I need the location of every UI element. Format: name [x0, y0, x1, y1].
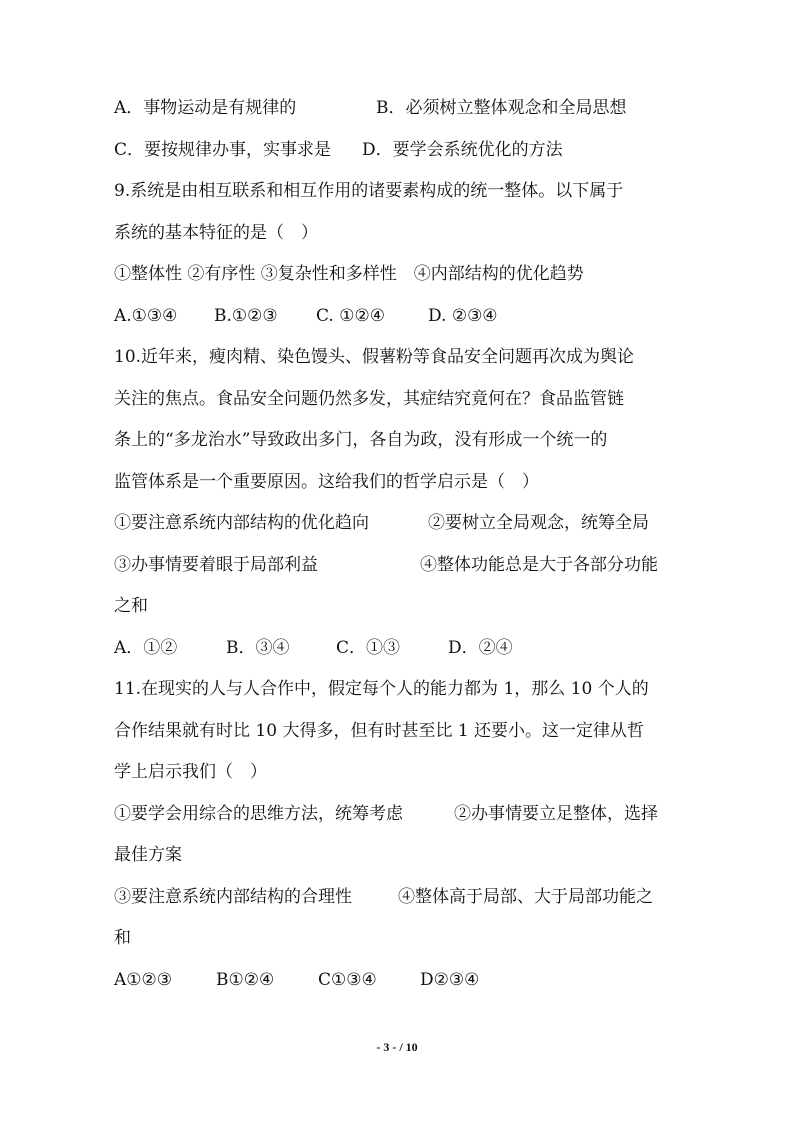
q11-stem-line-3: 学上启示我们（ ）: [114, 762, 267, 782]
q9-option-b: B.①②③: [214, 305, 278, 326]
q11-item-2: ②办事情要立足整体，选择: [454, 803, 658, 824]
q11-item-1: ①要学会用综合的思维方法，统筹考虑: [114, 803, 403, 824]
q9-option-c: C. ①②④: [316, 305, 385, 326]
q10-options: [114, 638, 704, 658]
q11-option-c: C①③④: [318, 969, 377, 990]
q11-item-4: ④整体高于局部、大于局部功能之: [398, 886, 653, 907]
q11-item-4-continued: 和: [114, 928, 131, 948]
q10-option-a: A．①②: [114, 637, 178, 658]
q9-items: ①整体性 ②有序性 ③复杂性和多样性 ④内部结构的优化趋势: [114, 264, 584, 284]
document-body: [114, 98, 704, 1011]
q11-stem-line-2: 合作结果就有时比 10 大得多，但有时甚至比 1 还要小。这一定律从哲: [114, 720, 645, 741]
q8-options-row-1: [114, 98, 704, 118]
q8-option-d: D．要学会系统优化的方法: [362, 139, 563, 160]
q10-stem-line-2: 关注的焦点。食品安全问题仍然多发，其症结究竟何在？食品监管链: [114, 388, 624, 409]
q8-options-row-2: [114, 140, 704, 160]
q10-stem-line-4: 监管体系是一个重要原因。这给我们的哲学启示是（ ）: [114, 471, 539, 492]
page-number: - 3 - / 10: [376, 1040, 418, 1054]
q9-options: [114, 306, 704, 326]
q11-stem-line-1: 11.在现实的人与人合作中，假定每个人的能力都为 1，那么 10 个人的: [114, 679, 649, 699]
q10-item-4: ④整体功能总是大于各部分功能: [420, 554, 658, 575]
q10-item-4-continued: 之和: [114, 596, 148, 616]
q11-option-a: A①②③: [114, 969, 172, 990]
q11-option-d: D②③④: [420, 969, 480, 990]
q10-items-row-1: [114, 513, 704, 533]
q8-option-a: A．事物运动是有规律的: [114, 98, 297, 118]
q10-items-row-2: [114, 555, 704, 575]
q11-items-row-1: [114, 804, 704, 824]
q10-item-1: ①要注意系统内部结构的优化趋向: [114, 513, 369, 533]
q9-option-a: A.①③④: [114, 305, 178, 326]
q10-item-3: ③办事情要着眼于局部利益: [114, 554, 318, 575]
q9-stem-line-2: 系统的基本特征的是（ ）: [114, 222, 318, 243]
q10-stem-line-3: 条上的“多龙治水”导致政出多门，各自为政，没有形成一个统一的: [114, 430, 608, 450]
q11-item-2-continued: 最佳方案: [114, 845, 182, 865]
q10-stem-line-1: 10.近年来，瘦肉精、染色馒头、假薯粉等食品安全问题再次成为舆论: [114, 347, 635, 367]
q9-option-d: D. ②③④: [428, 305, 498, 326]
q11-options: [114, 970, 704, 990]
q10-option-b: B．③④: [226, 637, 290, 658]
q8-option-b: B．必须树立整体观念和全局思想: [376, 98, 627, 118]
q11-item-3: ③要注意系统内部结构的合理性: [114, 886, 352, 907]
q10-option-d: D．②④: [448, 637, 513, 658]
q10-item-2: ②要树立全局观念，统筹全局: [428, 513, 649, 533]
q10-option-c: C．①③: [336, 637, 401, 658]
q11-items-row-2: [114, 887, 704, 907]
q8-option-c: C．要按规律办事，实事求是: [114, 139, 332, 160]
q11-option-b: B①②④: [216, 969, 275, 990]
q9-stem-line-1: 9.系统是由相互联系和相互作用的诸要素构成的统一整体。以下属于: [114, 181, 624, 201]
